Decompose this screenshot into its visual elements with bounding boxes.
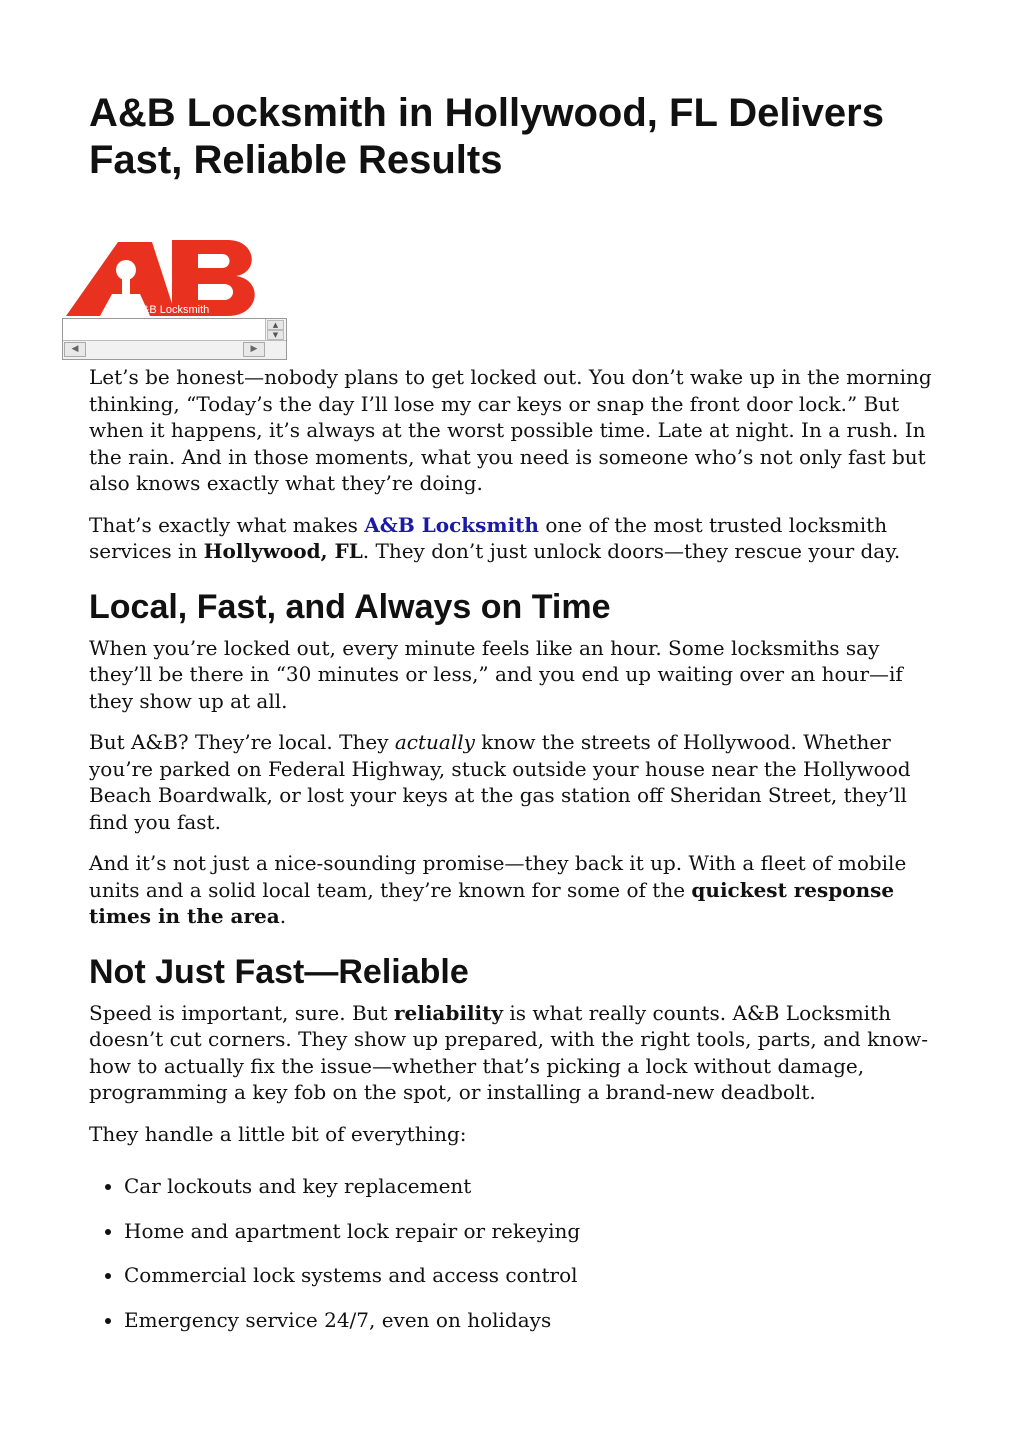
text: know the streets of Hollywood. Whether you’re parked on Federal Highway, stuck outside your house near the Hollywood Beach Boardwalk, or lost your keys at the gas station off Sheridan Street, they’ll find you fast. <box>89 730 911 834</box>
section-heading-reliable: Not Just Fast—Reliable <box>89 952 469 991</box>
emphasis-text: actually <box>394 730 475 754</box>
text: But A&B? They’re local. They <box>89 730 395 754</box>
text: And it’s not just a nice-sounding promise—they back it up. With a fleet of mobile units and a solid local team, they’re known for some of the <box>89 851 907 902</box>
scroll-right-icon[interactable]: ▶ <box>243 342 265 357</box>
ab-locksmith-link[interactable]: A&B Locksmith <box>364 512 539 537</box>
list-item: • Car lockouts and key replacement <box>124 1173 934 1200</box>
intro-paragraph-1: Let’s be honest—nobody plans to get locked out. You don’t wake up in the morning thinking, “Today’s the day I’ll lose my car keys or snap the front door lock.” But when it happens, it’s always at the worst possible time. Late at night. In a rush. In the rain. And in those moments, what you need is someone who’s not only fast but also knows exactly what they’re doing. <box>89 365 932 495</box>
embedded-scroll-frame[interactable] <box>62 318 287 360</box>
text: . <box>279 904 287 928</box>
section1-paragraph-2 <box>89 729 934 835</box>
scroll-left-icon[interactable]: ◀ <box>64 342 86 357</box>
scroll-up-icon[interactable]: ▲ <box>267 320 284 330</box>
scroll-down-icon[interactable]: ▼ <box>267 330 284 340</box>
article-body <box>89 364 934 1351</box>
services-list <box>89 1173 934 1333</box>
intro-paragraph-2 <box>89 512 934 565</box>
bold-text: reliability <box>393 1000 504 1025</box>
logo-text: A&B Locksmith <box>134 304 210 316</box>
section2-paragraph-2: They handle a little bit of everything: <box>89 1121 467 1146</box>
section1-paragraph-3 <box>89 850 934 930</box>
keyhole-icon <box>60 236 290 320</box>
list-item: • Commercial lock systems and access control <box>124 1262 934 1289</box>
text: That’s exactly what makes <box>89 512 365 537</box>
bold-text: quickest response times in the area <box>89 877 895 928</box>
text: Speed is important, sure. But <box>89 1000 394 1025</box>
list-item: • Home and apartment lock repair or rekeying <box>124 1218 934 1245</box>
text: is what really counts. A&B Locksmith doesn’t cut corners. They show up prepared, with the right tools, parts, and know-how to actually fix the issue—whether that’s picking a lock without damage, programming a key fob on the spot, or installing a brand-new deadbolt. <box>89 1000 928 1104</box>
text: . They don’t just unlock doors—they rescue your day. <box>362 539 901 563</box>
text: one of the most trusted locksmith services in <box>89 512 888 563</box>
horizontal-scrollbar[interactable] <box>63 340 286 359</box>
bold-text: Hollywood, FL <box>203 539 363 563</box>
page-title: A&B Locksmith in Hollywood, FL Delivers Fast, Reliable Results <box>89 91 884 182</box>
list-item: • Emergency service 24/7, even on holidays <box>124 1307 934 1334</box>
vertical-scrollbar[interactable] <box>265 319 286 341</box>
section-heading-local-fast: Local, Fast, and Always on Time <box>89 587 611 626</box>
section2-paragraph-1 <box>89 1000 934 1106</box>
section1-paragraph-1: When you’re locked out, every minute feels like an hour. Some locksmiths say they’ll be there in “30 minutes or less,” and you end up waiting over an hour—if they show up at all. <box>89 635 903 713</box>
